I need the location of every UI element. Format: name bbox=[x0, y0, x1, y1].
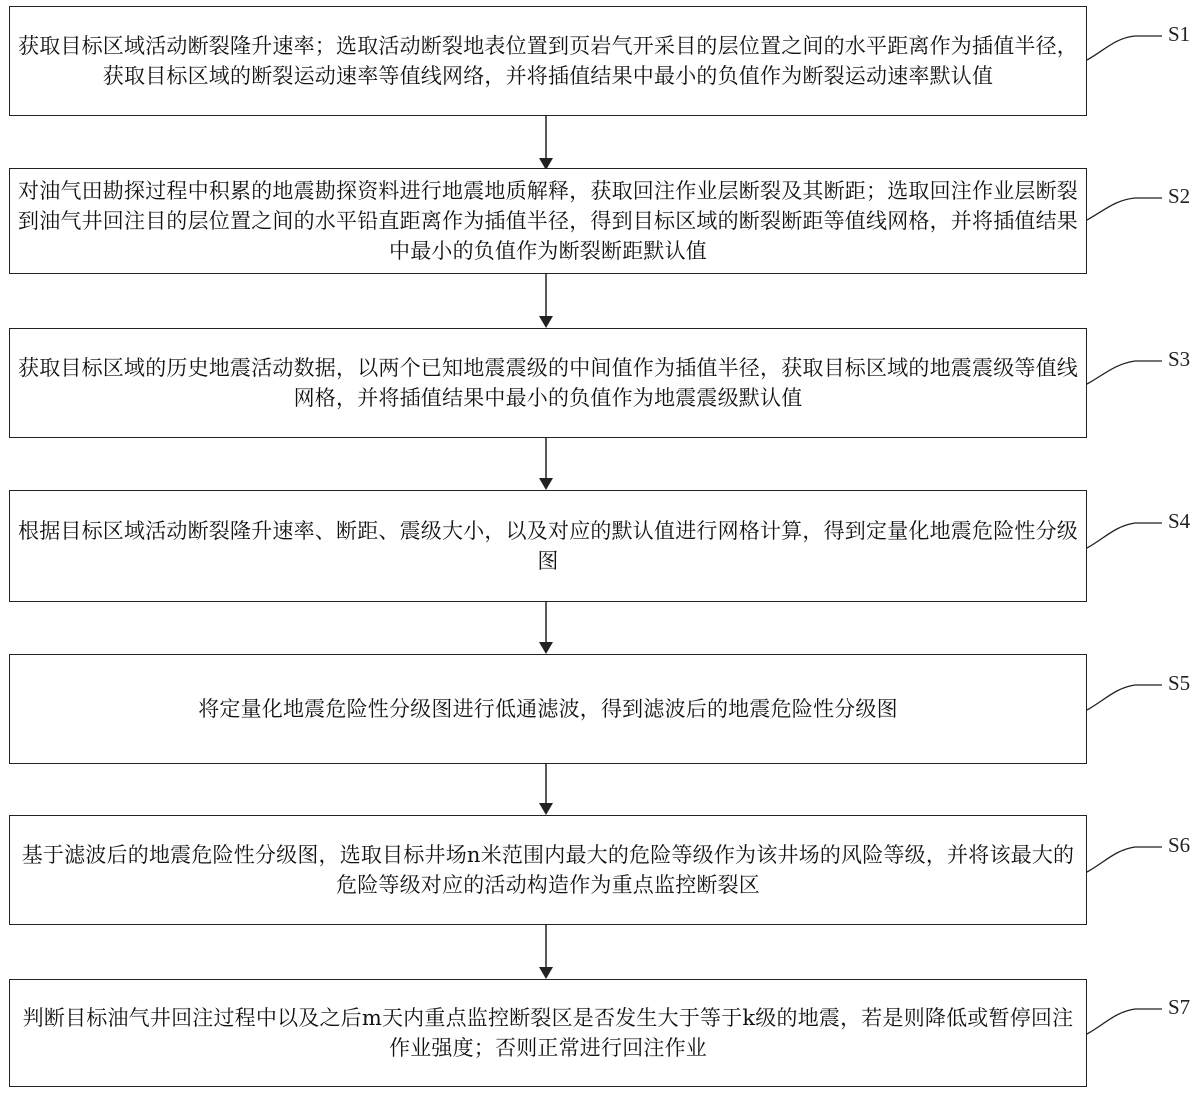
leader-s6 bbox=[1087, 847, 1162, 872]
step-text-s3: 获取目标区域的历史地震活动数据，以两个已知地震震级的中间值作为插值半径，获取目标区域的地震震级等值线网格，并将插值结果中最小的负值作为地震震级默认值 bbox=[18, 356, 1078, 410]
step-text-s7: 判断目标油气井回注过程中以及之后m天内重点监控断裂区是否发生大于等于k级的地震，若是则降低或暂停回注作业强度；否则正常进行回注作业 bbox=[22, 1006, 1074, 1060]
step-box-s3 bbox=[9, 328, 1087, 438]
step-text-s6: 基于滤波后的地震危险性分级图，选取目标井场n米范围内最大的危险等级作为该井场的风险等级，并将该最大的危险等级对应的活动构造作为重点监控断裂区 bbox=[21, 843, 1075, 897]
step-box-s7 bbox=[9, 979, 1087, 1087]
arrowhead-s3-s4 bbox=[539, 478, 553, 490]
step-text-s5: 将定量化地震危险性分级图进行低通滤波，得到滤波后的地震危险性分级图 bbox=[198, 697, 898, 721]
leader-s5 bbox=[1087, 685, 1162, 710]
step-text-s4: 根据目标区域活动断裂隆升速率、断距、震级大小，以及对应的默认值进行网格计算，得到定量化地震危险性分级图 bbox=[18, 519, 1078, 573]
step-text-s2: 对油气田勘探过程中积累的地震勘探资料进行地震地质解释，获取回注作业层断裂及其断距；选取回注作业层断裂到油气井回注目的层位置之间的水平铅直距离作为插值半径，得到目标区域的断裂断距等值线网格，并将插值结果中最小的负值作为断裂断距默认值 bbox=[18, 179, 1078, 263]
step-box-s4 bbox=[9, 490, 1087, 602]
leader-s4 bbox=[1087, 523, 1162, 548]
step-label-s1: S1 bbox=[1168, 22, 1191, 46]
step-text-s1: 获取目标区域活动断裂隆升速率；选取活动断裂地表位置到页岩气开采目的层位置之间的水平距离作为插值半径，获取目标区域的断裂运动速率等值线网络，并将插值结果中最小的负值作为断裂运动速率默认值 bbox=[18, 34, 1078, 88]
leader-s1 bbox=[1087, 36, 1162, 60]
step-label-s4: S4 bbox=[1168, 509, 1191, 533]
step-box-s5 bbox=[9, 654, 1087, 764]
step-label-s7: S7 bbox=[1168, 995, 1191, 1019]
step-label-s2: S2 bbox=[1168, 184, 1191, 208]
arrowhead-s2-s3 bbox=[539, 316, 553, 328]
step-label-s3: S3 bbox=[1168, 347, 1191, 371]
leader-s3 bbox=[1087, 361, 1162, 384]
step-box-s6 bbox=[9, 815, 1087, 925]
arrowhead-s5-s6 bbox=[539, 803, 553, 815]
step-box-s1 bbox=[9, 6, 1087, 116]
leader-s7 bbox=[1087, 1009, 1162, 1034]
step-label-s6: S6 bbox=[1168, 833, 1191, 857]
leader-s2 bbox=[1087, 198, 1162, 220]
step-box-s2 bbox=[9, 168, 1087, 274]
arrowhead-s6-s7 bbox=[539, 967, 553, 979]
step-label-s5: S5 bbox=[1168, 671, 1191, 695]
arrowhead-s4-s5 bbox=[539, 642, 553, 654]
